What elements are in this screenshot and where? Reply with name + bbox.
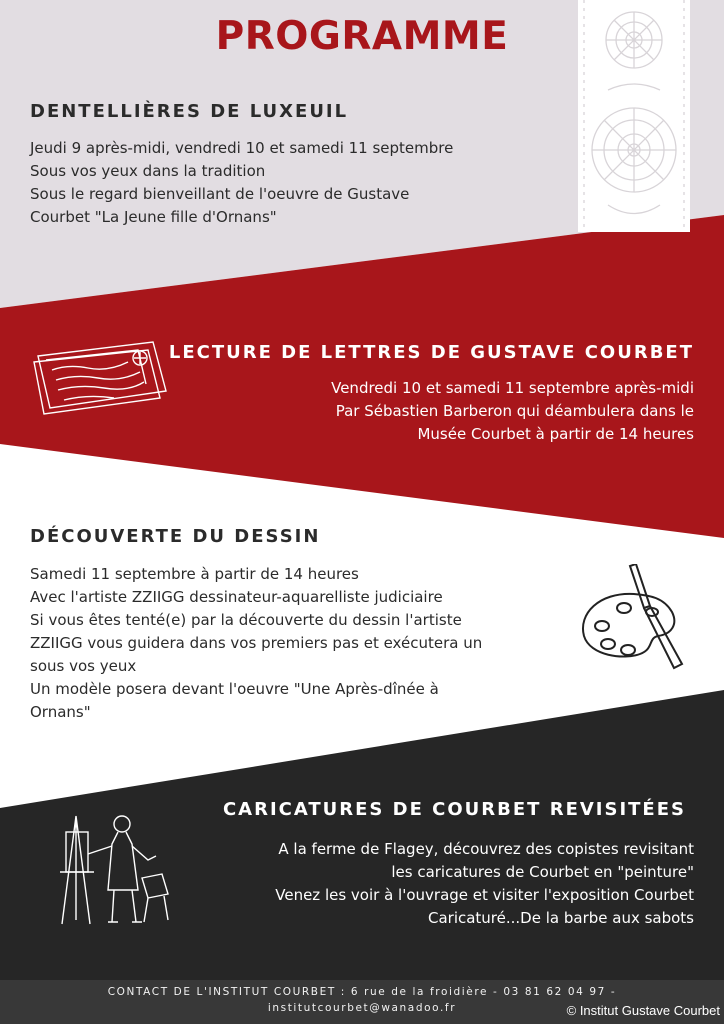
footer-email[interactable]: institutcourbet@wanadoo.fr: [267, 1002, 457, 1014]
section-heading-dessin: DÉCOUVERTE DU DESSIN: [30, 526, 321, 547]
painter-easel-icon: [52, 810, 172, 930]
text-line: Ornans": [30, 703, 91, 721]
text-line: Par Sébastien Barberon qui déambulera dans le: [335, 402, 694, 420]
text-line: Avec l'artiste ZZIIGG dessinateur-aquarelliste judiciaire: [30, 588, 443, 606]
text-line: Vendredi 10 et samedi 11 septembre après-midi: [331, 379, 694, 397]
text-line: Sous le regard bienveillant de l'oeuvre de Gustave: [30, 185, 410, 203]
section-text-lecture: [331, 377, 694, 446]
text-line: sous vos yeux: [30, 657, 137, 675]
text-line: Jeudi 9 après-midi, vendredi 10 et samedi 11 septembre: [30, 139, 454, 157]
text-line: Courbet "La Jeune fille d'Ornans": [30, 208, 277, 226]
section-heading-lecture: LECTURE DE LETTRES DE GUSTAVE COURBET: [168, 342, 694, 363]
text-line: ZZIIGG vous guidera dans vos premiers pas et exécutera un: [30, 634, 483, 652]
text-line: les caricatures de Courbet en "peinture": [391, 863, 694, 881]
palette-brush-icon: [574, 564, 694, 674]
section-text-dessin: [30, 563, 482, 724]
section-text-dentellieres: [30, 137, 453, 229]
text-line: A la ferme de Flagey, découvrez des copistes revisitant: [278, 840, 694, 858]
text-line: Venez les voir à l'ouvrage et visiter l'exposition Courbet: [275, 886, 694, 904]
text-line: Musée Courbet à partir de 14 heures: [417, 425, 694, 443]
section-heading-caricatures: CARICATURES DE COURBET REVISITÉES: [222, 799, 686, 820]
page-title: PROGRAMME: [215, 14, 509, 59]
section-text-caricatures: [275, 838, 694, 930]
text-line: Caricaturé...De la barbe aux sabots: [427, 909, 694, 927]
text-line: Si vous êtes tenté(e) par la découverte du dessin l'artiste: [30, 611, 462, 629]
letters-icon: [28, 336, 173, 416]
footer-address: CONTACT DE L'INSTITUT COURBET : 6 rue de la froidière - 03 81 62 04 97 -: [107, 986, 617, 998]
section-heading-dentellieres: DENTELLIÈRES DE LUXEUIL: [30, 101, 349, 122]
text-line: Un modèle posera devant l'oeuvre "Une Après-dînée à: [30, 680, 439, 698]
text-line: Sous vos yeux dans la tradition: [30, 162, 266, 180]
copyright-credit: © Institut Gustave Courbet: [566, 1003, 720, 1018]
text-line: Samedi 11 septembre à partir de 14 heures: [30, 565, 359, 583]
